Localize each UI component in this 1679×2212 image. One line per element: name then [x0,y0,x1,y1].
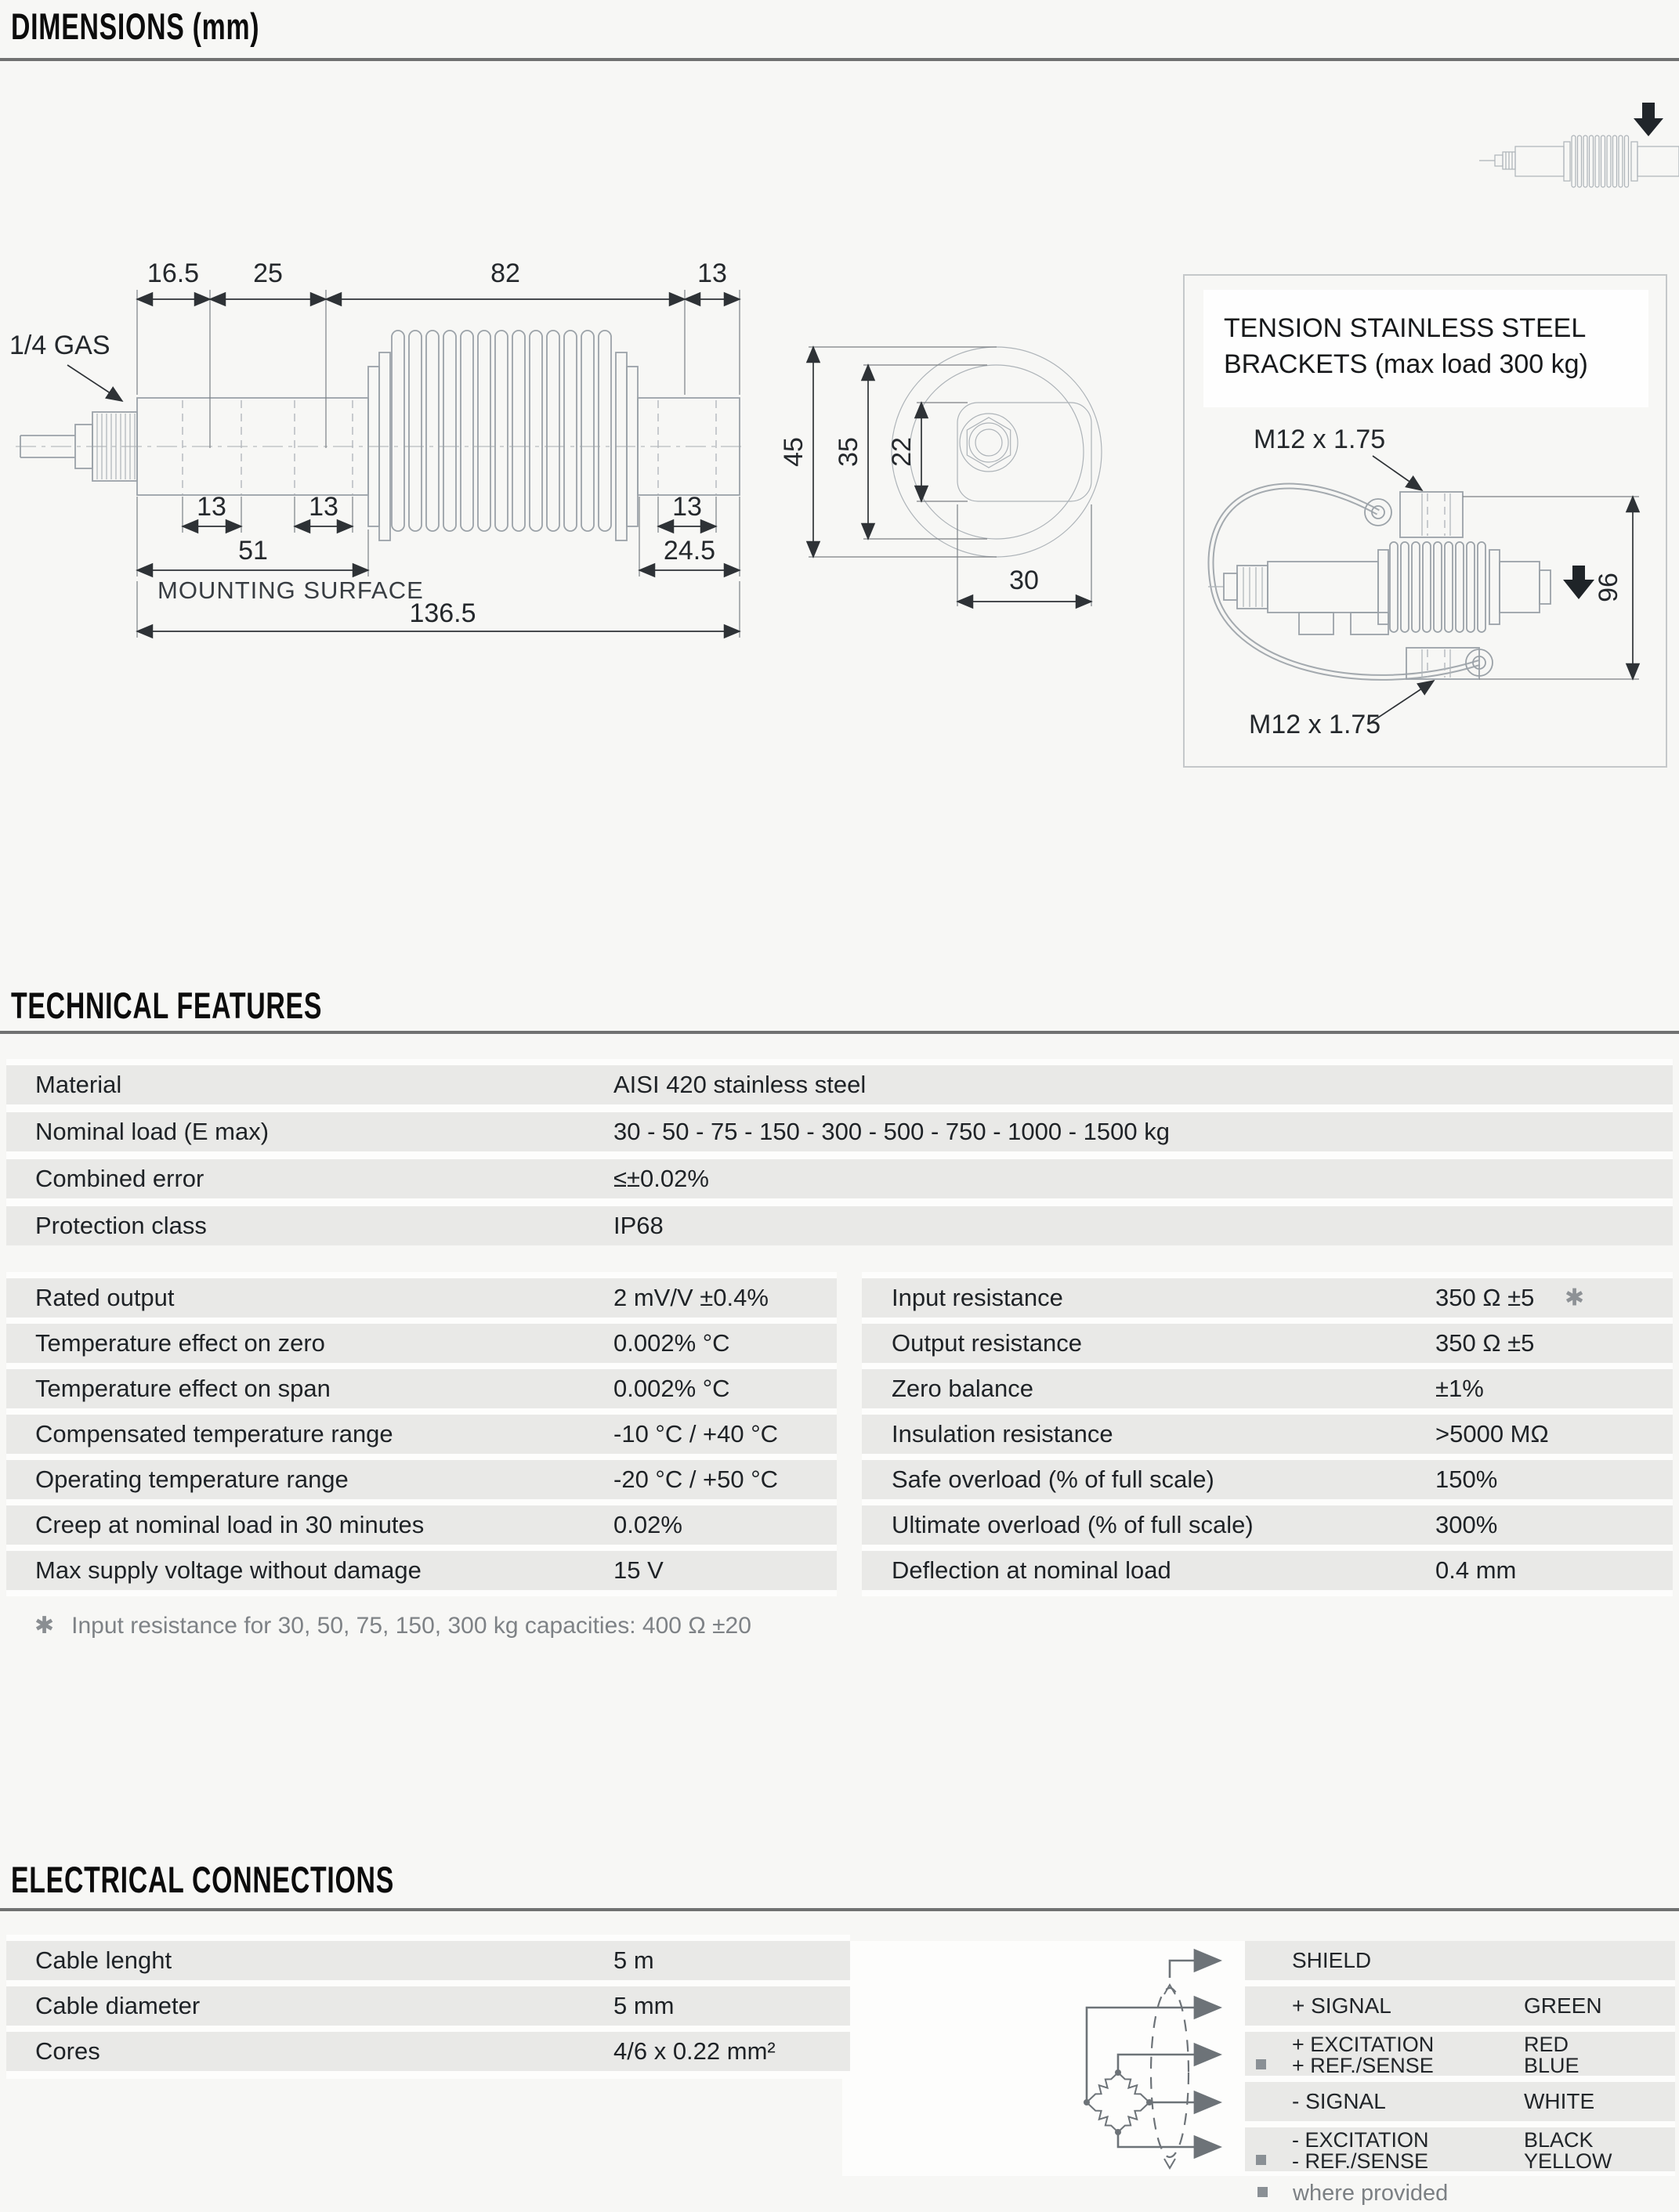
dim-35: 35 [834,437,863,467]
table-row [6,2032,850,2071]
row-value: 350 Ω ±5 [1435,1329,1535,1357]
shield-wire [1170,1961,1220,1978]
side-view-drawing [6,227,751,666]
row-value: ±1% [1435,1375,1484,1402]
row-value: IP68 [613,1212,664,1239]
divider [0,1908,1679,1911]
asterisk-note-icon: ✱ [1565,1285,1585,1311]
minus-excitation-wire [1118,2132,1220,2147]
table-row [862,1324,1673,1363]
asterisk-icon: ✱ [34,1613,55,1639]
row-label: Insulation resistance [892,1420,1113,1448]
row-value: 0.02% [613,1511,682,1538]
gas-label: 1/4 GAS [9,331,110,360]
bridge-wiring-diagram [858,1919,1250,2210]
row-value: 5 mm [613,1992,675,2019]
row-label: Creep at nominal load in 30 minutes [35,1511,425,1538]
wire-color: RED [1524,2033,1569,2056]
section-title-dimensions [11,5,356,48]
wiring-row-plus-excitation [1245,2032,1675,2076]
dim-13-top: 13 [697,258,727,288]
provided-marker-icon [1256,2155,1266,2165]
table-row [6,1415,837,1454]
wire-label: + REF./SENSE [1292,2054,1434,2077]
wire-label: + EXCITATION [1292,2033,1435,2056]
table-row [6,1324,837,1363]
wiring-line [1245,2033,1675,2054]
wire-color: BLACK [1524,2128,1594,2152]
table-row [6,1460,837,1499]
row-value: AISI 420 stainless steel [613,1071,867,1098]
hex-nut [967,417,1010,468]
row-value: 300% [1435,1511,1498,1538]
provided-marker-icon [1256,2059,1266,2069]
row-label: Nominal load (E max) [35,1118,270,1145]
row-value: 0.002% °C [613,1375,730,1402]
row-value: -10 °C / +40 °C [613,1420,779,1448]
row-value: 350 Ω ±5 [1435,1284,1535,1311]
table-row [6,1505,837,1545]
section-title-technical-text: TECHNICAL FEATURES [11,985,323,1026]
dim-136-5: 136.5 [409,598,476,628]
row-value: 0.4 mm [1435,1556,1517,1584]
wiring-row-shield [1245,1941,1675,1980]
wire-label: - SIGNAL [1292,2089,1386,2113]
wire-color: WHITE [1524,2089,1595,2113]
table-row [6,1278,837,1317]
row-label: Temperature effect on zero [35,1329,325,1357]
thread-top-label: M12 x 1.75 [1254,425,1386,454]
section-title-electrical [11,1858,543,1901]
row-value: 150% [1435,1466,1498,1493]
table-row [862,1278,1673,1317]
wire-label: - REF./SENSE [1292,2149,1429,2173]
wiring-line [1245,2054,1675,2075]
row-label: Compensated temperature range [35,1420,393,1448]
dim-13-b: 13 [309,492,338,522]
row-value: ≤±0.02% [613,1165,709,1192]
row-label: Safe overload (% of full scale) [892,1466,1214,1493]
row-label: Operating temperature range [35,1466,349,1493]
row-label: Max supply voltage without damage [35,1556,422,1584]
wiring-row-minus-excitation [1245,2127,1675,2171]
section-title-dimensions-text: DIMENSIONS (mm) [11,5,260,47]
provided-marker-icon [1257,2187,1268,2197]
tension-brackets-title-line1: TENSION STAINLESS STEEL [1224,313,1587,343]
tension-brackets-title [1203,290,1648,407]
dim-22: 22 [887,437,917,467]
dim-30: 30 [1009,566,1039,595]
section-title-electrical-text: ELECTRICAL CONNECTIONS [11,1859,394,1900]
row-label: Protection class [35,1212,207,1239]
table-row [6,1159,1673,1198]
load-direction-arrow-icon [1563,566,1594,599]
row-label: Ultimate overload (% of full scale) [892,1511,1254,1538]
table-row [6,1112,1673,1151]
wire-color: YELLOW [1524,2149,1612,2173]
row-label: Temperature effect on span [35,1375,331,1402]
row-label: Cable lenght [35,1946,172,1974]
wire-color: BLUE [1524,2054,1579,2077]
divider [0,58,1679,61]
wiring-line [1245,2149,1675,2173]
row-value: 5 m [613,1946,654,1974]
dim-96: 96 [1594,573,1623,602]
dim-24-5: 24.5 [663,536,716,566]
row-label: Cable diameter [35,1992,201,2019]
row-value: -20 °C / +50 °C [613,1466,779,1493]
wiring-row-plus-signal [1245,1986,1675,2026]
table-row [6,1206,1673,1245]
wire-color: GREEN [1524,1993,1602,2018]
table-row [6,1551,837,1590]
cable-shield-ellipse [1151,1988,1189,2157]
dim-16-5: 16.5 [147,258,200,288]
wire-label: - EXCITATION [1292,2128,1429,2152]
wiring-line [1245,2128,1675,2152]
table-row [6,1941,850,1980]
thread-bottom-label: M12 x 1.75 [1249,710,1381,739]
bracket-drawing [1185,417,1666,769]
where-provided-note: where provided [1293,2181,1449,2206]
table-row [862,1460,1673,1499]
row-value: 15 V [613,1556,664,1584]
table-row [862,1505,1673,1545]
table-row [6,1369,837,1408]
footnote-text: Input resistance for 30, 50, 75, 150, 300 kg capacities: 400 Ω ±20 [71,1613,751,1639]
table-row [862,1369,1673,1408]
row-label: Input resistance [892,1284,1063,1311]
dim-82: 82 [490,258,520,288]
front-view-drawing [776,313,1136,642]
plus-excitation-wire [1118,2055,1220,2073]
table-row [862,1551,1673,1590]
row-label: Combined error [35,1165,204,1192]
wire-label: + SIGNAL [1292,1993,1391,2018]
row-label: Material [35,1071,122,1098]
dim-45: 45 [779,437,809,467]
row-label: Cores [35,2037,100,2065]
row-value: 2 mV/V ±0.4% [613,1284,769,1311]
wire-label: SHIELD [1292,1948,1372,1972]
table-row [6,1986,850,2026]
divider [0,1031,1679,1034]
dim-13-c: 13 [672,492,702,522]
wiring-row-minus-signal [1245,2082,1675,2121]
table-row [862,1415,1673,1454]
row-value: 0.002% °C [613,1329,730,1357]
row-label: Zero balance [892,1375,1033,1402]
dim-51: 51 [238,536,268,566]
row-value: 4/6 x 0.22 mm² [613,2037,776,2065]
tension-brackets-panel [1183,274,1667,768]
dim-25: 25 [253,258,283,288]
input-resistance-footnote [34,1612,751,1639]
mounting-surface-label: MOUNTING SURFACE [157,576,424,604]
row-value: 30 - 50 - 75 - 150 - 300 - 500 - 750 - 1000 - 1500 kg [613,1118,1171,1145]
down-arrow-icon [1634,103,1663,136]
row-label: Deflection at nominal load [892,1556,1171,1584]
row-value: >5000 MΩ [1435,1420,1549,1448]
tension-brackets-title-line2: BRACKETS (max load 300 kg) [1224,349,1588,379]
row-label: Rated output [35,1284,175,1311]
section-title-technical [11,984,443,1027]
load-cell-icon [1473,74,1679,211]
dim-13-a: 13 [197,492,226,522]
table-row [6,1065,1673,1104]
row-label: Output resistance [892,1329,1082,1357]
